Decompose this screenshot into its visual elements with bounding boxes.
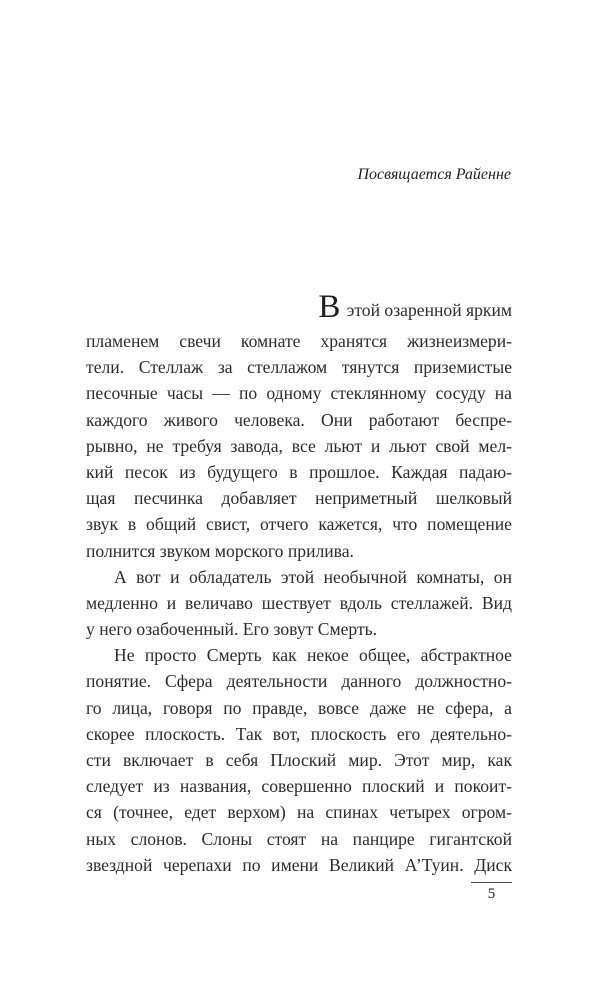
body-text [86, 289, 512, 878]
text-line: кий песок из будущего в прошлое. Каждая падаю- [86, 461, 512, 482]
text-line: звук в общий свист, отчего кажется, что помещение [86, 514, 512, 535]
text-line: каждого живого человека. Они работают беспре- [86, 409, 512, 430]
text-line: Не просто Смерть как некое общее, абстрактное [114, 645, 512, 666]
text-line: тели. Стеллаж за стеллажом тянутся приземистые [86, 357, 512, 378]
drop-cap: В [318, 289, 341, 325]
text-line: медленно и величаво шествует вдоль стеллажей. Вид [86, 592, 512, 613]
text-line: рывно, не требуя завода, все льют и льют свой мел- [86, 435, 512, 456]
paragraph-first-line [86, 289, 512, 328]
first-line-text: этой озаренной ярким [342, 300, 512, 320]
text-line: А вот и обладатель этой необычной комнаты, он [114, 566, 512, 587]
text-line: скорее плоскость. Так вот, плоскость его деятельно- [86, 723, 512, 744]
text-line: полнится звуком морского прилива. [86, 540, 354, 561]
text-line: звездной черепахи по имени Великий А’Туин. Диск [86, 854, 512, 875]
text-line: ных слонов. Слоны стоят на панцире гигантской [86, 828, 512, 849]
text-line: щая песчинка добавляет неприметный шелковый [86, 488, 512, 509]
dedication: Посвящается Райенне [357, 166, 511, 183]
text-line: понятие. Сфера деятельности данного должностно- [86, 671, 512, 692]
text-line: песочные часы — по одному стеклянному сосуду на [86, 383, 512, 404]
text-line: пламенем свечи комнате хранятся жизнеизмери- [86, 331, 512, 351]
text-line: следует из названия, совершенно плоский и покоит- [86, 776, 512, 797]
text-line: ся (точнее, едет верхом) на спинах четырех огром- [86, 802, 512, 823]
text-line: го лица, говоря по правде, вовсе даже не сфера, а [86, 697, 512, 718]
text-line: у него озабоченный. Его зовут Смерть. [86, 619, 378, 640]
page-number: 5 [487, 886, 496, 902]
text-line: сти включает в себя Плоский мир. Этот мир, как [86, 750, 512, 770]
page-number-rule [471, 882, 512, 883]
